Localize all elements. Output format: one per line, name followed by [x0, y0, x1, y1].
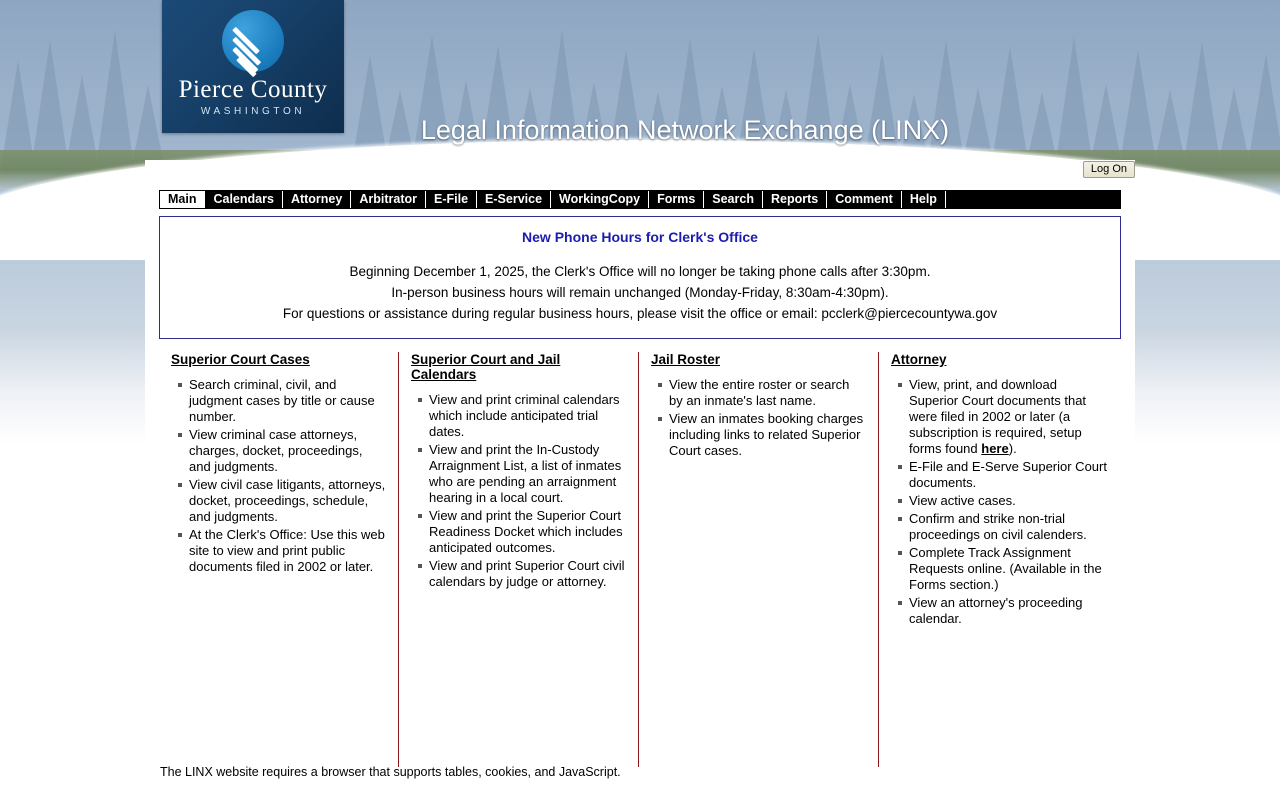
- nav-item-forms[interactable]: Forms: [649, 191, 704, 208]
- list-item: View the entire roster or search by an inmate's last name.: [669, 377, 866, 409]
- list-item: [909, 595, 1107, 627]
- list-item: View criminal case attorneys, charges, docket, proceedings, and judgments.: [189, 427, 386, 475]
- nav-item-arbitrator[interactable]: Arbitrator: [351, 191, 426, 208]
- list-item-text-tail: ).: [1008, 441, 1017, 456]
- list-item: View and print Superior Court civil calendars by judge or attorney.: [429, 558, 625, 589]
- announcement-body: [170, 261, 1110, 324]
- nav-item-e-service[interactable]: E-Service: [477, 191, 551, 208]
- column-heading-link[interactable]: Jail Roster: [651, 352, 721, 367]
- logon-row: [1083, 160, 1135, 178]
- nav-item-workingcopy[interactable]: WorkingCopy: [551, 191, 649, 208]
- list-item-text: Confirm and strike non-trial proceedings on civil calenders.: [909, 511, 1087, 542]
- list-item-text: E-File and E-Serve Superior Court documents.: [909, 459, 1107, 490]
- list-item: [909, 377, 1107, 457]
- info-column: [159, 352, 399, 767]
- column-list: [891, 377, 1107, 627]
- nav-item-main[interactable]: Main: [160, 191, 205, 208]
- list-item: [909, 493, 1107, 509]
- info-columns: [159, 352, 1121, 767]
- main-navigation[interactable]: [159, 190, 1121, 209]
- list-item: At the Clerk's Office: Use this web site to view and print public documents filed in 2002 or later.: [189, 527, 385, 574]
- list-item-text: Complete Track Assignment Requests online. (Available in the Forms section.): [909, 545, 1102, 592]
- column-heading-link[interactable]: Superior Court and Jail Calendars: [411, 352, 561, 382]
- pierce-county-logo[interactable]: [162, 0, 344, 133]
- column-list: [651, 377, 866, 459]
- column-list: [171, 377, 386, 575]
- list-item: [909, 459, 1107, 491]
- nav-item-comment[interactable]: Comment: [827, 191, 902, 208]
- content-frame: [145, 160, 1135, 760]
- column-list: [411, 392, 626, 590]
- page-title: Legal Information Network Exchange (LINX): [420, 115, 950, 145]
- info-column: [399, 352, 639, 767]
- list-item-text: View, print, and download Superior Court documents that were filed in 2002 or later (a subscription is required, setup forms found: [909, 377, 1087, 456]
- nav-item-calendars[interactable]: Calendars: [205, 191, 282, 208]
- nav-item-help[interactable]: Help: [902, 191, 946, 208]
- info-column: [639, 352, 879, 767]
- info-column: [879, 352, 1119, 767]
- county-seal-icon: [222, 10, 284, 72]
- list-item-text: View active cases.: [909, 493, 1016, 508]
- announcement-line: Beginning December 1, 2025, the Clerk's Office will no longer be taking phone calls after 3:30pm.: [349, 264, 931, 279]
- logo-subtitle: WASHINGTON: [200, 106, 306, 117]
- column-heading-link[interactable]: Attorney: [891, 352, 947, 367]
- footer-note: The LINX website requires a browser that supports tables, cookies, and JavaScript.: [160, 765, 621, 779]
- forms-here-link[interactable]: here: [981, 441, 1009, 456]
- announcement-box: [159, 216, 1121, 339]
- column-heading-link[interactable]: Superior Court Cases: [171, 352, 310, 367]
- logo-name: Pierce County: [178, 76, 328, 103]
- list-item: [909, 511, 1107, 543]
- nav-item-attorney[interactable]: Attorney: [283, 191, 351, 208]
- list-item: [909, 545, 1107, 593]
- announcement-title: New Phone Hours for Clerk's Office: [522, 229, 758, 245]
- list-item: Search criminal, civil, and judgment cases by title or cause number.: [189, 377, 386, 425]
- nav-item-e-file[interactable]: E-File: [426, 191, 477, 208]
- list-item: View and print the Superior Court Readiness Docket which includes anticipated outcomes.: [429, 508, 626, 556]
- list-item: View and print criminal calendars which include anticipated trial dates.: [429, 392, 626, 440]
- nav-item-reports[interactable]: Reports: [763, 191, 827, 208]
- nav-item-search[interactable]: Search: [704, 191, 763, 208]
- list-item: View civil case litigants, attorneys, docket, proceedings, schedule, and judgments.: [189, 477, 386, 524]
- list-item: View and print the In-Custody Arraignment List, a list of inmates who are pending an arraignment hearing in a local court.: [429, 442, 626, 506]
- list-item-text: View an attorney's proceeding calendar.: [909, 595, 1083, 626]
- announcement-line: For questions or assistance during regular business hours, please visit the office or email: pcclerk@piercecountywa.gov: [282, 306, 998, 321]
- announcement-line: In-person business hours will remain unchanged (Monday-Friday, 8:30am-4:30pm).: [391, 285, 889, 300]
- log-on-button[interactable]: Log On: [1083, 161, 1135, 178]
- list-item: View an inmates booking charges including links to related Superior Court cases.: [669, 411, 866, 459]
